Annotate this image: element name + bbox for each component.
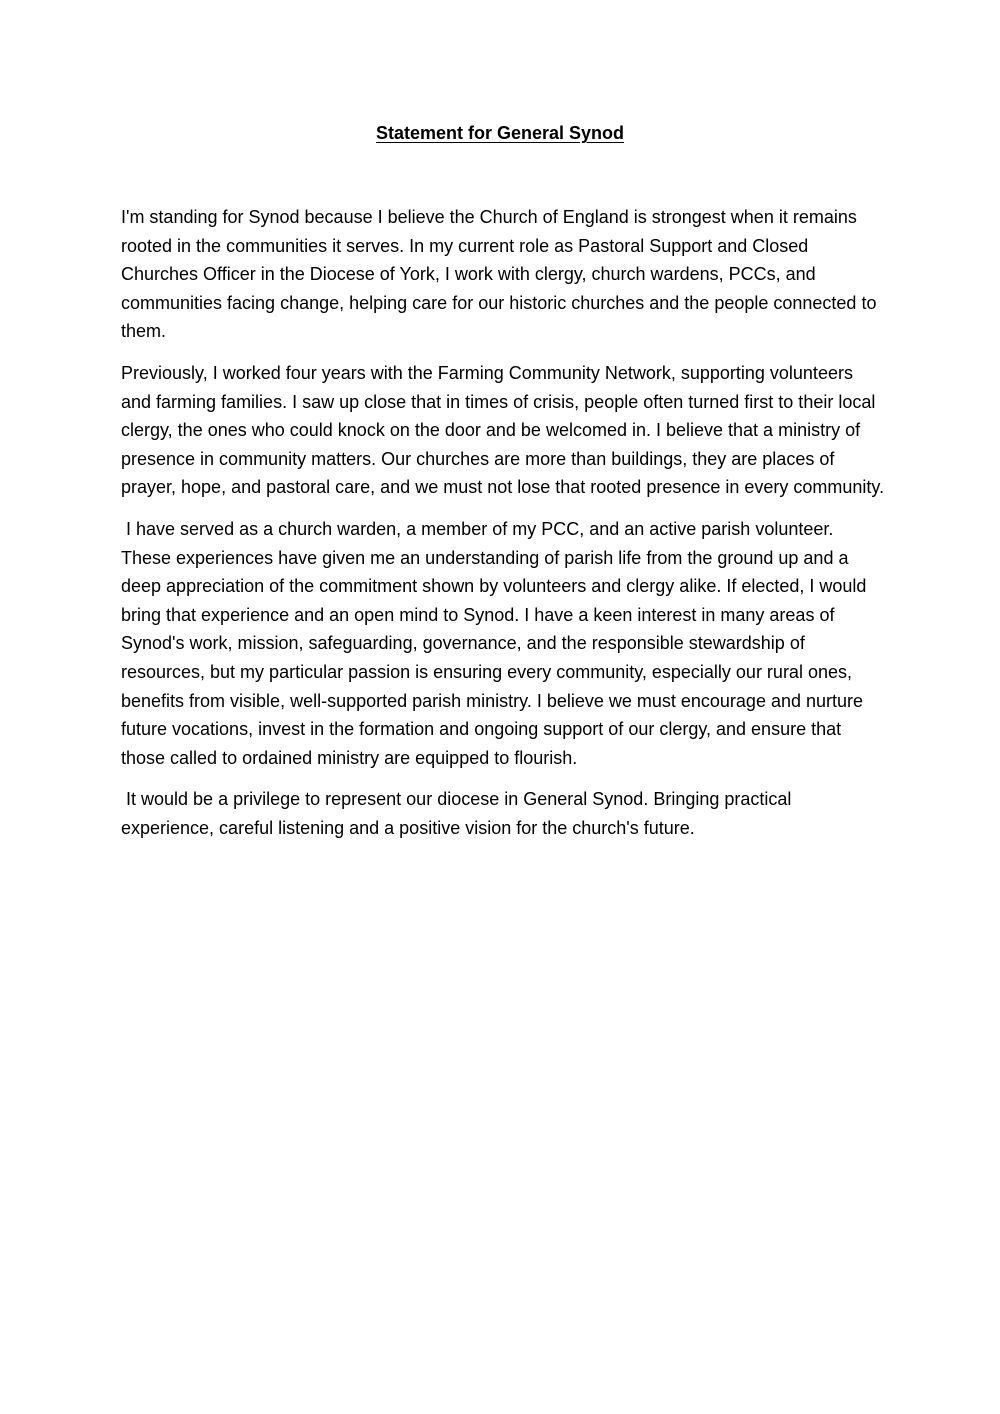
document-title: Statement for General Synod: [375, 123, 625, 143]
paragraph-previous-role: Previously, I worked four years with the Farming Community Network, supporting volunteers and farming families. I saw up close that in times of crisis, people often turned first to their local clergy, the ones who could knock on the door and be welcomed in. I believe that a ministry of presence in community matters. Our churches are more than buildings, they are places of prayer, hope, and pastoral care, and we must not lose that rooted presence in every community.: [121, 362, 885, 498]
paragraph-closing: It would be a privilege to represent our diocese in General Synod. Bringing practical experience, careful listening and a positive vision for the church's future.: [121, 789, 797, 838]
document-body: [121, 203, 886, 855]
paragraph-intro: I'm standing for Synod because I believe the Church of England is strongest when it remains rooted in the communities it serves. In my current role as Pastoral Support and Closed Churches Officer in the Diocese of York, I work with clergy, church wardens, PCCs, and communities facing change, helping care for our historic churches and the people connected to them.: [121, 207, 882, 342]
paragraph-experience: I have served as a church warden, a member of my PCC, and an active parish volunteer. These experiences have given me an understanding of parish life from the ground up and a deep appreciation of the commitment shown by volunteers and clergy alike. If elected, I would bring that experience and an open mind to Synod. I have a keen interest in many areas of Synod's work, mission, safeguarding, governance, and the responsible stewardship of resources, but my particular passion is ensuring every community, especially our rural ones, benefits from visible, well-supported parish ministry. I believe we must encourage and nurture future vocations, invest in the formation and ongoing support of our clergy, and ensure that those called to ordained ministry are equipped to flourish.: [121, 518, 872, 768]
